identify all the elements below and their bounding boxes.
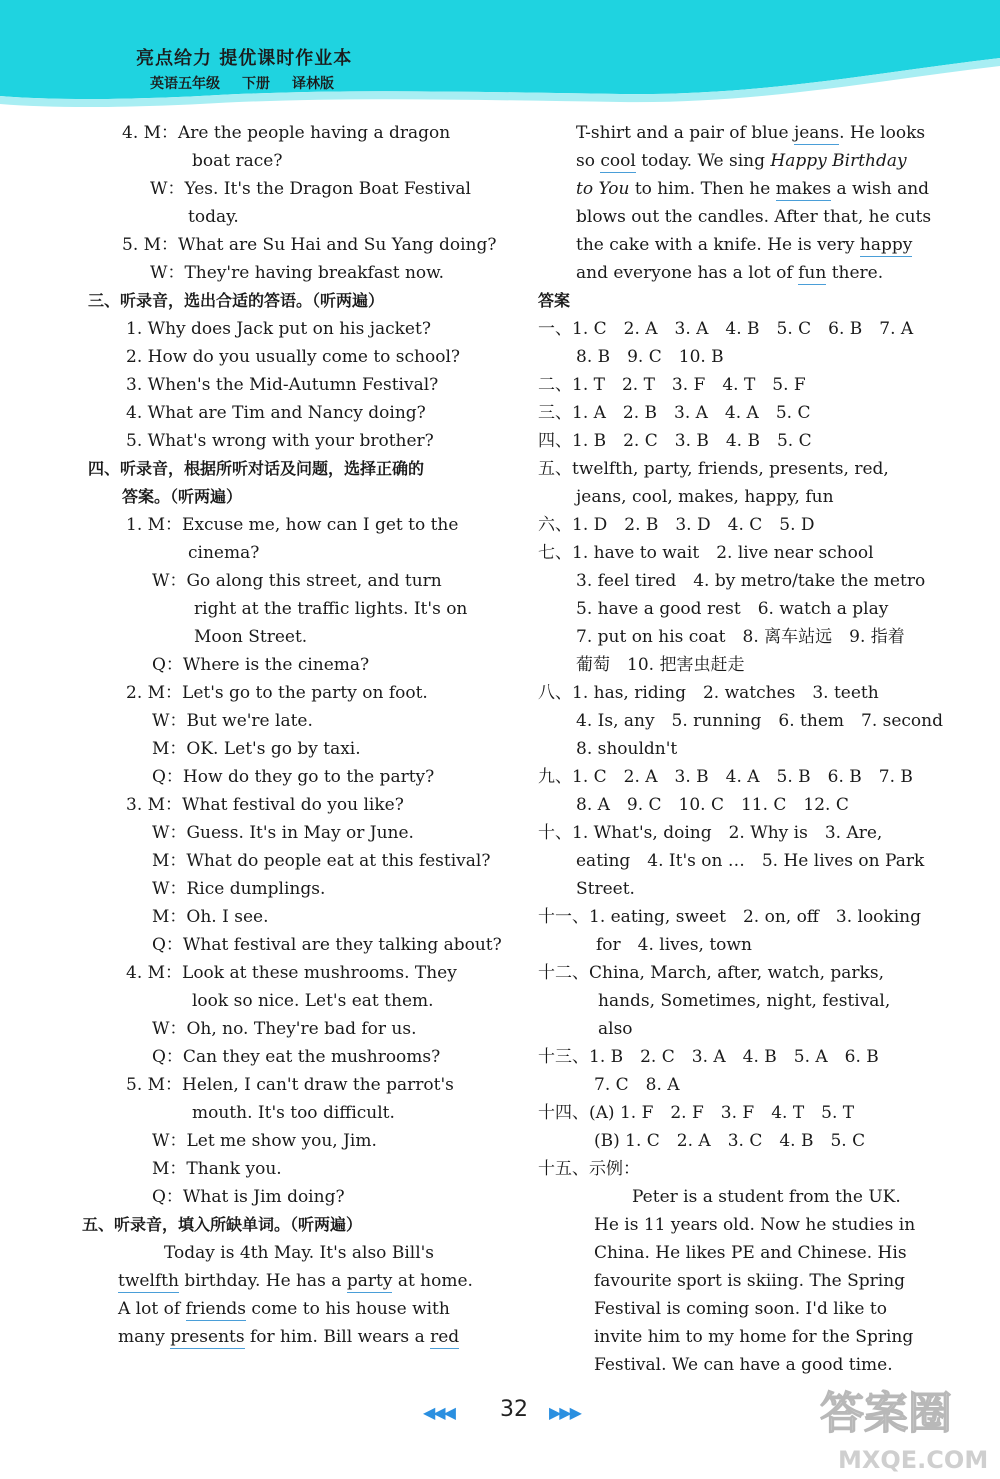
text-line <box>576 120 925 146</box>
text-line: M：Thank you. <box>152 1159 282 1179</box>
section-heading: 四、听录音，根据所听对话及问题，选择正确的 <box>88 459 425 478</box>
text-line: 2. M：Let's go to the party on foot. <box>126 683 428 703</box>
filled-answer: happy <box>859 235 913 255</box>
book-subtitle <box>150 73 356 93</box>
filled-answer: presents <box>170 1327 245 1347</box>
text-line: 5. What's wrong with your brother? <box>126 431 434 451</box>
watermark-top-text: 答案圈 <box>820 1388 952 1439</box>
filled-answer: friends <box>185 1299 247 1319</box>
left-arrows-icon: ◀◀◀ <box>423 1403 454 1422</box>
text-line: blows out the candles. After that, he cuts <box>576 207 932 227</box>
text-line: Q：How do they go to the party? <box>152 767 435 787</box>
text-span: there. <box>831 263 884 283</box>
text-line: M：What do people eat at this festival? <box>152 851 491 871</box>
text-line: 2. How do you usually come to school? <box>126 347 461 367</box>
watermark-bottom-text: MXQE.COM <box>838 1446 989 1474</box>
answer-line: 4. Is, any 5. running 6. them 7. second <box>576 711 944 731</box>
text-span: so <box>576 151 595 171</box>
answer-line: 二、1. T 2. T 3. F 4. T 5. F <box>538 375 806 395</box>
text-span: A lot of <box>118 1299 181 1319</box>
text-span: and everyone has a lot of <box>576 263 793 283</box>
essay-line: Peter is a student from the UK. <box>632 1187 901 1207</box>
section-heading: 五、听录音，填入所缺单词。（听两遍） <box>82 1215 363 1234</box>
text-line: right at the traffic lights. It's on <box>194 599 468 619</box>
answer-line: 5. have a good rest 6. watch a play <box>576 599 889 619</box>
text-line: boat race? <box>192 151 283 171</box>
text-line: 4. M：Look at these mushrooms. They <box>126 963 457 983</box>
filled-answer: cool <box>600 151 636 171</box>
text-line: 5. M：What are Su Hai and Su Yang doing? <box>122 235 497 255</box>
text-line <box>576 232 912 258</box>
page-number: 32 <box>500 1397 528 1422</box>
text-line: W：Oh, no. They're bad for us. <box>152 1019 417 1039</box>
answer-line: eating 4. It's on … 5. He lives on Park <box>576 851 925 871</box>
text-line: 5. M：Helen, I can't draw the parrot's <box>126 1075 454 1095</box>
text-line: cinema? <box>188 543 260 563</box>
filled-answer: jeans <box>793 123 840 143</box>
text-span: T-shirt and a pair of blue <box>576 123 789 143</box>
essay-line: Festival. We can have a good time. <box>594 1355 893 1375</box>
answer-line: 一、1. C 2. A 3. A 4. B 5. C 6. B 7. A <box>538 319 914 339</box>
book-title: 亮点给力 提优课时作业本 <box>136 48 353 69</box>
grade-label: 英语五年级 <box>150 76 220 92</box>
text-line: look so nice. Let's eat them. <box>192 991 434 1011</box>
edition-label: 译林版 <box>292 76 334 92</box>
text-line <box>576 148 907 174</box>
answer-line: 7. C 8. A <box>594 1075 680 1095</box>
text-line: 4. What are Tim and Nancy doing? <box>126 403 426 423</box>
text-line: 1. M：Excuse me, how can I get to the <box>126 515 459 535</box>
song-title: to You <box>576 179 630 199</box>
text-line: W：They're having breakfast now. <box>150 263 445 283</box>
text-line: 1. Why does Jack put on his jacket? <box>126 319 431 339</box>
text-span: . He looks <box>839 123 926 143</box>
filled-answer: party <box>346 1271 393 1291</box>
answer-line: 十三、1. B 2. C 3. A 4. B 5. A 6. B <box>538 1047 879 1067</box>
volume-label: 下册 <box>242 76 270 92</box>
answer-line: 九、1. C 2. A 3. B 4. A 5. B 6. B 7. B <box>538 767 913 787</box>
filled-answer: fun <box>798 263 827 283</box>
text-span: at home. <box>397 1271 473 1291</box>
answer-line: Street. <box>576 879 635 899</box>
answer-line: 八、1. has, riding 2. watches 3. teeth <box>538 683 879 703</box>
text-line: 3. When's the Mid-Autumn Festival? <box>126 375 439 395</box>
answer-line: 葡萄 10. 把害虫赶走 <box>576 655 745 675</box>
answer-line: 七、1. have to wait 2. live near school <box>538 543 874 563</box>
answer-line: jeans, cool, makes, happy, fun <box>576 487 834 507</box>
text-span: to him. Then he <box>634 179 771 199</box>
text-line: W：Guess. It's in May or June. <box>152 823 414 843</box>
text-line: W：Go along this street, and turn <box>152 571 442 591</box>
text-line: Q：Where is the cinema? <box>152 655 370 675</box>
text-line: 4. M：Are the people having a dragon <box>122 123 451 143</box>
answer-line: for 4. lives, town <box>596 935 752 955</box>
section-heading: 答案。（听两遍） <box>122 487 243 506</box>
answer-line: 8. A 9. C 10. C 11. C 12. C <box>576 795 849 815</box>
answer-line: also <box>598 1019 633 1039</box>
text-line: Q：What is Jim doing? <box>152 1187 345 1207</box>
answer-line: 3. feel tired 4. by metro/take the metro <box>576 571 926 591</box>
text-span: birthday. He has a <box>184 1271 342 1291</box>
page-footer <box>415 1397 615 1427</box>
essay-line: China. He likes PE and Chinese. His <box>594 1243 907 1263</box>
text-line: Today is 4th May. It's also Bill's <box>164 1243 435 1263</box>
answer-line: 六、1. D 2. B 3. D 4. C 5. D <box>538 515 815 535</box>
section-heading: 三、听录音，选出合适的答语。（听两遍） <box>88 291 385 310</box>
text-span: come to his house with <box>251 1299 450 1319</box>
answer-line: 四、1. B 2. C 3. B 4. B 5. C <box>538 431 812 451</box>
answer-line: 8. B 9. C 10. B <box>576 347 724 367</box>
text-line: today. <box>188 207 239 227</box>
filled-answer: twelfth <box>118 1271 179 1291</box>
text-line: Moon Street. <box>194 627 308 647</box>
answer-line: 7. put on his coat 8. 离车站远 9. 指着 <box>576 627 905 647</box>
answer-line: 五、twelfth, party, friends, presents, red, <box>538 459 889 479</box>
essay-line: Festival is coming soon. I'd like to <box>594 1299 887 1319</box>
text-span: many <box>118 1327 165 1347</box>
text-line <box>576 176 929 202</box>
answer-line: 十、1. What's, doing 2. Why is 3. Are, <box>538 823 883 843</box>
text-line: mouth. It's too difficult. <box>192 1103 395 1123</box>
answer-line: 8. shouldn't <box>576 739 678 759</box>
answer-line: 三、1. A 2. B 3. A 4. A 5. C <box>538 403 811 423</box>
text-span: today. We sing <box>641 151 765 171</box>
text-span: the cake with a knife. He is very <box>576 235 855 255</box>
text-line: W：Yes. It's the Dragon Boat Festival <box>150 179 471 199</box>
text-line <box>118 1296 450 1322</box>
text-span: a wish and <box>836 179 930 199</box>
page-header <box>0 0 1000 110</box>
essay-line: He is 11 years old. Now he studies in <box>594 1215 916 1235</box>
answer-line: (B) 1. C 2. A 3. C 4. B 5. C <box>594 1131 866 1151</box>
filled-answer: makes <box>775 179 832 199</box>
filled-answer: red <box>430 1327 460 1347</box>
text-line: Q：Can they eat the mushrooms? <box>152 1047 441 1067</box>
song-title: Happy Birthday <box>770 151 907 171</box>
text-line: 3. M：What festival do you like? <box>126 795 404 815</box>
text-line: W：But we're late. <box>152 711 313 731</box>
text-line: Q：What festival are they talking about? <box>152 935 502 955</box>
essay-line: favourite sport is skiing. The Spring <box>594 1271 906 1291</box>
text-line: M：Oh. I see. <box>152 907 269 927</box>
right-arrows-icon: ▶▶▶ <box>549 1403 580 1422</box>
answer-line: 十四、(A) 1. F 2. F 3. F 4. T 5. T <box>538 1103 855 1123</box>
answer-line: 十五、示例： <box>538 1159 640 1179</box>
text-line: M：OK. Let's go by taxi. <box>152 739 361 759</box>
answer-line: 十一、1. eating, sweet 2. on, off 3. looking <box>538 907 921 927</box>
watermark-logo <box>818 1380 998 1475</box>
text-line <box>576 260 883 286</box>
text-line: W：Rice dumplings. <box>152 879 326 899</box>
answer-line: 十二、China, March, after, watch, parks, <box>538 963 884 983</box>
answers-heading: 答案 <box>538 291 571 310</box>
text-span: for him. Bill wears a <box>249 1327 425 1347</box>
essay-line: invite him to my home for the Spring <box>594 1327 914 1347</box>
text-line <box>118 1268 473 1294</box>
answer-line: hands, Sometimes, night, festival, <box>598 991 891 1011</box>
text-line <box>118 1324 459 1350</box>
text-line: W：Let me show you, Jim. <box>152 1131 377 1151</box>
